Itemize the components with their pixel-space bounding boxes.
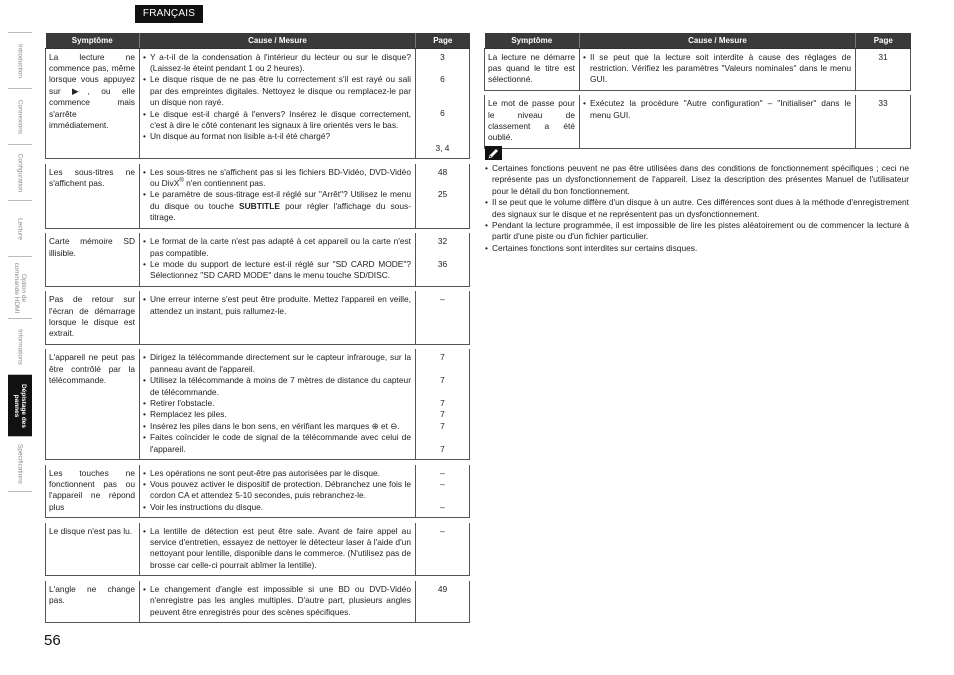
cause-list	[143, 352, 411, 455]
page-cell	[416, 164, 470, 229]
table-body	[485, 48, 911, 148]
section-tabs	[8, 32, 32, 492]
cause-item: • Insérez les piles dans le bon sens, en vérifiant les marques ⊕ et ⊖.	[143, 421, 411, 432]
page-ref: 7	[440, 397, 445, 408]
page-cell	[416, 349, 470, 459]
cause-item: • Les opérations ne sont peut-être pas autorisées par le disque.	[143, 468, 411, 479]
page-ref: 7	[440, 375, 445, 386]
page-ref: 6	[440, 108, 445, 119]
page-ref: 3	[440, 51, 445, 62]
tab-option-hdmi[interactable]	[8, 256, 32, 318]
cause-item: • Dirigez la télécommande directement sur le capteur infrarouge, sur la panneau avant de l'appareil.	[143, 352, 411, 375]
page-ref: –	[440, 501, 445, 512]
page-ref: 7	[440, 420, 445, 431]
symptom-cell: Carte mémoire SD illisible.	[46, 233, 140, 286]
cause-cell	[140, 291, 416, 344]
cause-item: • La lentille de détection est peut être sale. Avant de faire appel au service d'entretien, essayez de nettoyer le détecteur laser à l'aide d'un nettoyant pour lentille, disponible dans le commerce. (N'utilisez pas de brosse car celle-ci pourrait abîmer la lentille).	[143, 526, 411, 572]
symptom-cell: Le disque n'est pas lu.	[46, 523, 140, 576]
language-badge: FRANÇAIS	[135, 5, 203, 23]
page-ref: 6	[440, 74, 445, 85]
troubleshooting-table-left	[45, 33, 470, 623]
note-item: • Certaines fonctions sont interdites sur certains disques.	[485, 243, 909, 254]
cause-item: • Le disque est-il chargé à l'envers? Insérez le disque correctement, c'est à dire le côté contenant les signaux à lire orientés vers le bas.	[143, 109, 411, 132]
page-cell	[856, 48, 911, 90]
table-row	[46, 465, 470, 518]
symptom-cell: La lecture ne commence pas, même lorsque vous appuyez sur ▶, ou elle commence mais s'arrête immédiatement.	[46, 48, 140, 159]
page-cell	[416, 233, 470, 286]
note-item: • Il se peut que le volume diffère d'un disque à un autre. Ces différences sont dues à la méthode d'enregistrement des signaux sur le disque et ne représentent pas un dysfonctionnement.	[485, 197, 909, 220]
tab-label: Configuration	[16, 153, 24, 192]
cause-item: • Les sous-titres ne s'affichent pas si les fichiers BD-Vidéo, DVD-Vidéo ou DivX® n'en contiennent pas.	[143, 167, 411, 190]
notes-list	[485, 163, 909, 254]
table-row	[485, 95, 911, 148]
table-row	[46, 349, 470, 459]
page-ref: 7	[440, 352, 445, 363]
header-symptom: Symptôme	[46, 33, 140, 48]
page-ref: 33	[878, 98, 888, 109]
page-ref: 25	[437, 189, 448, 200]
cause-list	[143, 167, 411, 224]
page-ref: –	[440, 478, 445, 489]
tab-introduction[interactable]	[8, 32, 32, 88]
cause-list	[143, 52, 411, 143]
page-ref	[418, 120, 467, 131]
page-ref	[418, 387, 467, 398]
tab-configuration[interactable]	[8, 144, 32, 200]
note-item: • Certaines fonctions peuvent ne pas être utilisées dans des conditions de fonctionnement spécifiques ; ceci ne représente pas un dysfonctionnement de l'appareil. Lisez la description des présentes Manuel de l'utilisateur pour le détail du bon fonctionnement.	[485, 163, 909, 197]
page-ref: 31	[878, 51, 888, 62]
troubleshooting-table-right	[484, 33, 911, 149]
cause-cell	[140, 164, 416, 229]
note-pencil-icon	[485, 146, 502, 160]
page-cell	[416, 581, 470, 623]
page-cell	[416, 523, 470, 576]
symptom-cell: Les touches ne fonctionnent pas ou l'appareil ne répond plus	[46, 465, 140, 518]
symptom-cell: L'angle ne change pas.	[46, 581, 140, 623]
cause-item: • Le format de la carte n'est pas adapté à cet appareil ou la carte n'est pas compatible.	[143, 236, 411, 259]
notes-section	[485, 146, 909, 254]
cause-item: • Remplacez les piles.	[143, 409, 411, 420]
cause-item: • Vous pouvez activer le dispositif de protection. Débranchez une fois le cordon CA et attendez 5-10 secondes, puis rebranchez-le.	[143, 479, 411, 502]
symptom-cell: Pas de retour sur l'écran de démarrage lorsque le disque est extrait.	[46, 291, 140, 344]
table-row	[46, 233, 470, 286]
cause-item: • Il se peut que la lecture soit interdite à cause des réglages de restriction. Vérifiez les paramètres "Valeurs nominales" dans le menu GUI.	[583, 52, 851, 86]
cause-item: • Le changement d'angle est impossible si une BD ou DVD-Vidéo n'enregistre pas les angles multiples. D'autre part, plusieurs angles peuvent être enregistrés pour des scènes spécifiques.	[143, 584, 411, 618]
table-body	[46, 48, 470, 622]
cause-list	[143, 236, 411, 282]
page-ref	[418, 248, 467, 259]
page-cell	[416, 291, 470, 344]
cause-item: • Le paramètre de sous-titrage est-il réglé sur "Arrêt"? Utilisez le menu du disque ou touche SUBTITLE pour régler l'affichage du sous-titrage.	[143, 189, 411, 223]
tab-label: Introduction	[16, 43, 24, 78]
header-page: Page	[856, 33, 911, 48]
page-ref	[418, 86, 467, 97]
page-ref: 7	[440, 409, 445, 420]
header-page: Page	[416, 33, 470, 48]
cause-list	[143, 584, 411, 618]
header-symptom: Symptôme	[485, 33, 580, 48]
table-row	[46, 581, 470, 623]
page-ref: 36	[437, 258, 448, 269]
tab-connexions[interactable]	[8, 88, 32, 144]
page-ref: –	[440, 467, 445, 478]
symptom-cell: La lecture ne démarre pas quand le titre est sélectionné.	[485, 48, 580, 90]
cause-cell	[140, 581, 416, 623]
cause-item: • Retirer l'obstacle.	[143, 398, 411, 409]
page-ref	[418, 63, 467, 74]
cause-item: • Une erreur interne s'est peut être produite. Mettez l'appareil en veille, attendez un instant, puis rallumez-le.	[143, 294, 411, 317]
cause-item: • Le mode du support de lecture est-il réglé sur "SD CARD MODE"? Sélectionnez "SD CARD MODE" dans le menu touche SD/DISC.	[143, 259, 411, 282]
tab-label: Dépistage des pannes	[13, 383, 27, 428]
cause-cell	[580, 48, 856, 90]
page-ref: –	[440, 525, 445, 536]
cause-cell	[580, 95, 856, 148]
cause-item: • Exécutez la procédure "Autre configuration" – "Initialiser" dans le menu GUI.	[583, 98, 851, 121]
cause-item: • Le disque risque de ne pas être lu correctement s'il est rayé ou sali par des empreintes digitales. Nettoyez le disque ou remplacez-le par un disque non rayé.	[143, 74, 411, 108]
cause-list	[143, 526, 411, 572]
tab-label: Lecture	[16, 217, 24, 240]
page-cell	[856, 95, 911, 148]
page-ref: 49	[437, 583, 448, 594]
page-ref	[418, 97, 467, 108]
cause-cell	[140, 233, 416, 286]
page-ref: 3, 4	[435, 142, 450, 153]
tab-depistage-des-pannes[interactable]	[8, 374, 32, 436]
page-ref	[418, 364, 467, 375]
table-row	[46, 48, 470, 159]
cause-list	[143, 468, 411, 514]
page-ref	[418, 131, 467, 142]
table-row	[46, 291, 470, 344]
page-ref	[418, 432, 467, 443]
symptom-cell: Le mot de passe pour le niveau de classement a été oublié.	[485, 95, 580, 148]
table-row	[46, 523, 470, 576]
cause-list	[143, 294, 411, 317]
tab-informations[interactable]	[8, 318, 32, 374]
tab-label: Connexions	[16, 99, 24, 134]
page-cell	[416, 48, 470, 159]
cause-cell	[140, 349, 416, 459]
page-cell	[416, 465, 470, 518]
cause-item: • Faites coïncider le code de signal de la télécommande avec celui de l'appareil.	[143, 432, 411, 455]
cause-item: • Utilisez la télécommande à moins de 7 mètres de distance du capteur de télécommande.	[143, 375, 411, 398]
page-ref: –	[440, 294, 445, 305]
tab-label: Informations	[16, 328, 24, 365]
page-ref	[418, 490, 467, 501]
page-ref: 32	[437, 236, 448, 247]
page-ref	[418, 178, 467, 189]
cause-list	[583, 52, 851, 86]
tab-lecture[interactable]	[8, 200, 32, 256]
cause-list	[583, 98, 851, 121]
tab-label: Option de commande HDMI	[13, 262, 27, 313]
symptom-cell: L'appareil ne peut pas être contrôlé par la télécommande.	[46, 349, 140, 459]
cause-cell	[140, 465, 416, 518]
header-cause: Cause / Mesure	[580, 33, 856, 48]
page-number: 56	[44, 632, 61, 649]
cause-item: • Voir les instructions du disque.	[143, 502, 411, 513]
tab-label: Spécifications	[16, 443, 24, 485]
cause-cell	[140, 523, 416, 576]
cause-cell	[140, 48, 416, 159]
cause-item: • Un disque au format non lisible a-t-il été chargé?	[143, 131, 411, 142]
page-ref: 48	[437, 166, 448, 177]
page-ref: 7	[440, 443, 445, 454]
table-row	[46, 164, 470, 229]
table-row	[485, 48, 911, 90]
symptom-cell: Les sous-titres ne s'affichent pas.	[46, 164, 140, 229]
tab-specifications[interactable]	[8, 436, 32, 492]
cause-item: • Y a-t-il de la condensation à l'intérieur du lecteur ou sur le disque? (Laissez-le éteint pendant 1 ou 2 heures).	[143, 52, 411, 75]
note-item: • Pendant la lecture programmée, il est impossible de lire les pistes aléatoirement ou de commencer la lecture à partir d'une piste ou d'un fichier particulier.	[485, 220, 909, 243]
header-cause: Cause / Mesure	[140, 33, 416, 48]
